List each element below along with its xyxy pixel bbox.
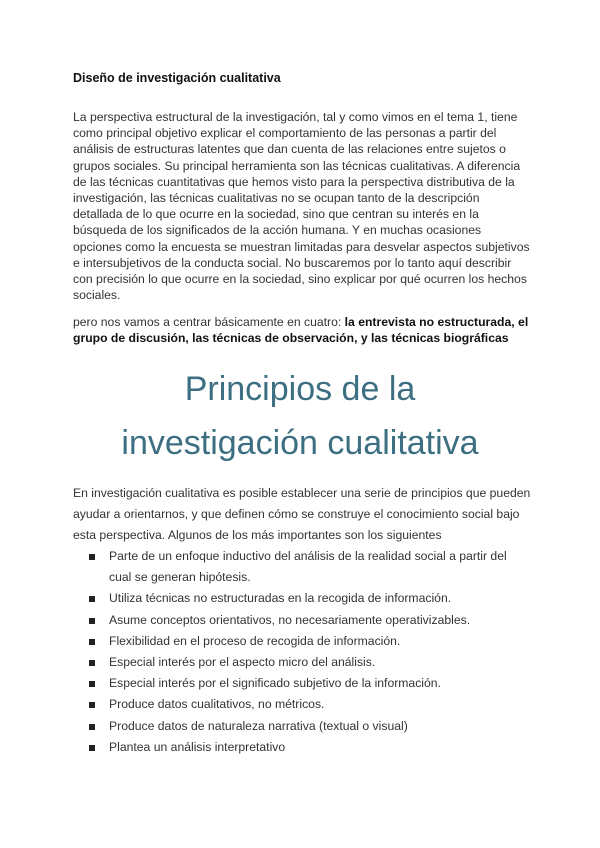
list-item (89, 546, 507, 588)
list-item-text: Flexibilidad en el proceso de recogida de información. (109, 633, 401, 648)
principles-title-line: investigación cualitativa (121, 424, 479, 462)
list-item-text: Asume conceptos orientativos, no necesariamente operativizables. (109, 612, 471, 627)
square-bullet-icon (89, 554, 95, 560)
principles-title (0, 362, 600, 470)
intro-line: búsqueda de los significados de la acción humana. Y en muchas ocasiones (73, 223, 482, 238)
principles-intro-paragraph (73, 483, 533, 546)
intro-line: como principal objetivo explicar el comportamiento de las personas a partir del (73, 126, 497, 141)
techniques-bold: la entrevista no estructurada, el (344, 315, 529, 329)
list-item (89, 588, 507, 609)
principles-title-line: Principios de la (184, 370, 416, 408)
square-bullet-icon (89, 596, 95, 602)
list-item-text: Especial interés por el significado subjetivo de la información. (109, 676, 441, 691)
list-item-text: Parte de un enfoque inductivo del análisis de la realidad social a partir del (109, 549, 507, 563)
techniques-bold: grupo de discusión, las técnicas de observación, y las técnicas biográficas (73, 331, 509, 346)
intro-line: análisis de estructuras latentes que dan cuenta de las relaciones entre sujetos o (73, 142, 506, 157)
intro-paragraph (73, 109, 531, 303)
techniques-lead: pero nos vamos a centrar básicamente en cuatro: (73, 315, 345, 329)
intro-line: de las técnicas cuantitativas que hemos visto para la perspectiva distributiva de la (73, 174, 515, 189)
intro-line: e intersubjetivos de la conducta social. No buscaremos por lo tanto aquí describir (73, 255, 512, 270)
list-item-text: Plantea un análisis interpretativo (109, 739, 286, 754)
list-item (89, 631, 507, 652)
principles-intro-line: En investigación cualitativa es posible establecer una serie de principios que pueden (73, 486, 531, 500)
list-item-text: Produce datos cualitativos, no métricos. (109, 697, 325, 712)
list-item-text: Utiliza técnicas no estructuradas en la recogida de información. (109, 591, 452, 606)
square-bullet-icon (89, 702, 95, 708)
list-item-text: cual se generan hipótesis. (109, 570, 251, 585)
square-bullet-icon (89, 681, 95, 687)
intro-line: con precisión lo que ocurre en la sociedad, sino explicar por qué ocurren los hechos (73, 272, 527, 287)
intro-line: detallada de lo que ocurre en la sociedad, sino que centran su interés en la (73, 207, 479, 222)
principles-intro-line: ayudar a orientarnos, y que definen cómo se construye el conocimiento social bajo (73, 507, 520, 521)
techniques-line (73, 314, 533, 330)
principles-intro-line: esta perspectiva. Algunos de los más importantes son los siguientes (73, 528, 442, 542)
intro-line: opciones como la encuesta se muestran limitadas para desvelar aspectos subjetivos (73, 239, 530, 254)
square-bullet-icon (89, 660, 95, 666)
list-item (89, 652, 507, 673)
list-item (89, 610, 507, 631)
intro-line: sociales. (73, 288, 121, 303)
square-bullet-icon (89, 639, 95, 645)
square-bullet-icon (89, 745, 95, 751)
list-item (89, 737, 507, 758)
techniques-line (73, 330, 533, 346)
square-bullet-icon (89, 724, 95, 730)
intro-line: investigación, las técnicas cualitativas no se ocupan tanto de la descripción (73, 191, 480, 206)
techniques-paragraph (73, 314, 533, 346)
intro-line: grupos sociales. Su principal herramienta son las técnicas cualitativas. A diferencia (73, 158, 521, 173)
list-item (89, 673, 507, 694)
list-item-text: Produce datos de naturaleza narrativa (textual o visual) (109, 718, 408, 733)
square-bullet-icon (89, 618, 95, 624)
section-heading: Diseño de investigación cualitativa (73, 71, 281, 85)
list-item (89, 716, 507, 737)
intro-line: La perspectiva estructural de la investigación, tal y como vimos en el tema 1, tiene (73, 110, 518, 124)
list-item (89, 694, 507, 715)
list-item-text: Especial interés por el aspecto micro del análisis. (109, 655, 376, 670)
principles-list (89, 546, 507, 758)
